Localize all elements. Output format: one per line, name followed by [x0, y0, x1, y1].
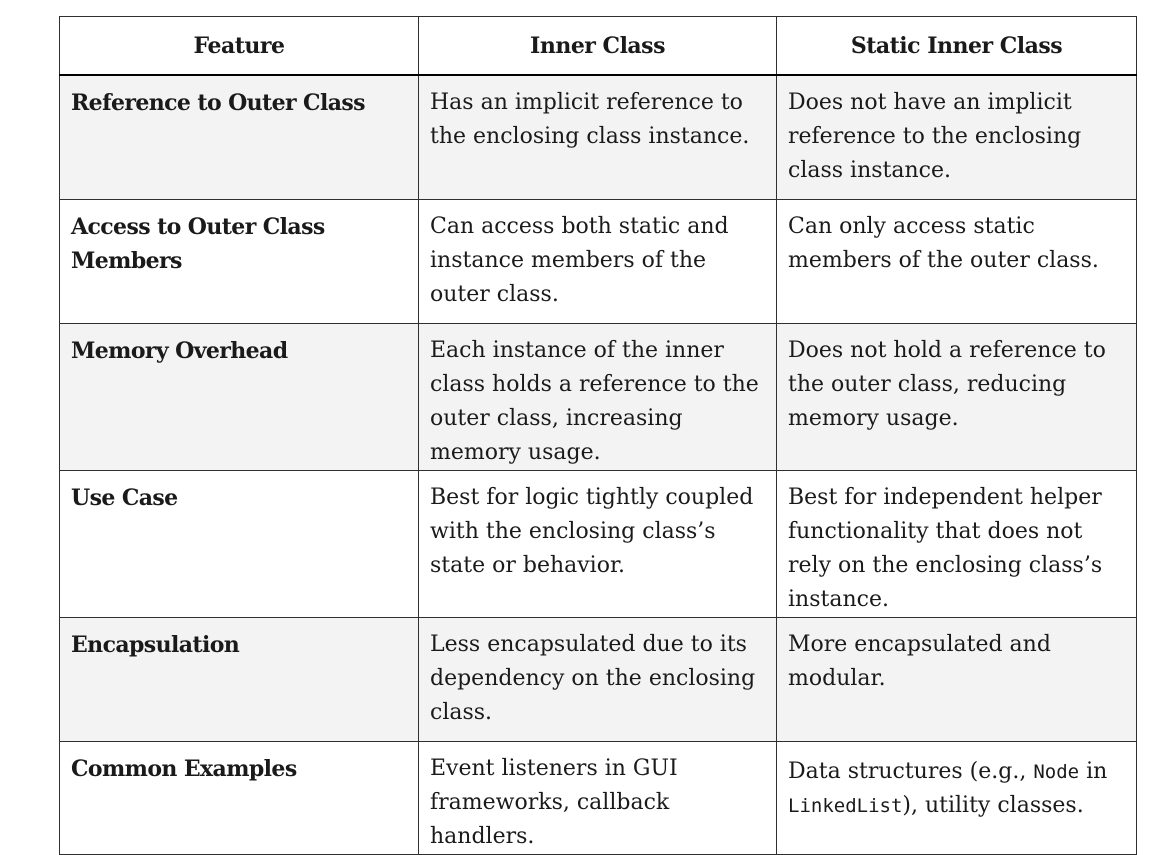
inner-class-cell: Event listeners in GUI frameworks, callback handlers. [419, 741, 777, 854]
header-static-inner-class: Static Inner Class [777, 17, 1137, 76]
feature-cell: Common Examples [60, 741, 419, 854]
header-row [60, 17, 1137, 76]
table-row [60, 470, 1137, 617]
table-row [60, 741, 1137, 854]
feature-cell: Reference to Outer Class [60, 75, 419, 199]
comparison-table [59, 16, 1137, 855]
static-inner-class-cell: Can only access static members of the outer class. [777, 199, 1137, 323]
code-node: Node [1033, 760, 1080, 783]
header-feature: Feature [60, 17, 419, 76]
example-text: Data structures (e.g., [788, 758, 1034, 784]
code-linkedlist: LinkedList [788, 794, 903, 817]
inner-class-cell: Has an implicit reference to the enclosing class instance. [419, 75, 777, 199]
inner-class-cell: Can access both static and instance members of the outer class. [419, 199, 777, 323]
table-row [60, 323, 1137, 470]
example-text: ), utility classes. [902, 792, 1084, 818]
static-inner-class-cell: Does not have an implicit reference to the enclosing class instance. [777, 75, 1137, 199]
feature-cell: Access to Outer Class Members [60, 199, 419, 323]
static-inner-class-cell: Does not hold a reference to the outer class, reducing memory usage. [777, 323, 1137, 470]
feature-cell: Use Case [60, 470, 419, 617]
feature-cell: Memory Overhead [60, 323, 419, 470]
feature-cell: Encapsulation [60, 617, 419, 741]
static-inner-class-cell [777, 741, 1137, 854]
table-row [60, 199, 1137, 323]
table-row [60, 617, 1137, 741]
inner-class-cell: Best for logic tightly coupled with the enclosing class’s state or behavior. [419, 470, 777, 617]
static-inner-class-cell: Best for independent helper functionality that does not rely on the enclosing class’s instance. [777, 470, 1137, 617]
header-inner-class: Inner Class [419, 17, 777, 76]
static-inner-class-cell: More encapsulated and modular. [777, 617, 1137, 741]
table-row [60, 75, 1137, 199]
inner-class-cell: Each instance of the inner class holds a reference to the outer class, increasing memory usage. [419, 323, 777, 470]
inner-class-cell: Less encapsulated due to its dependency on the enclosing class. [419, 617, 777, 741]
example-text: in [1079, 758, 1108, 784]
